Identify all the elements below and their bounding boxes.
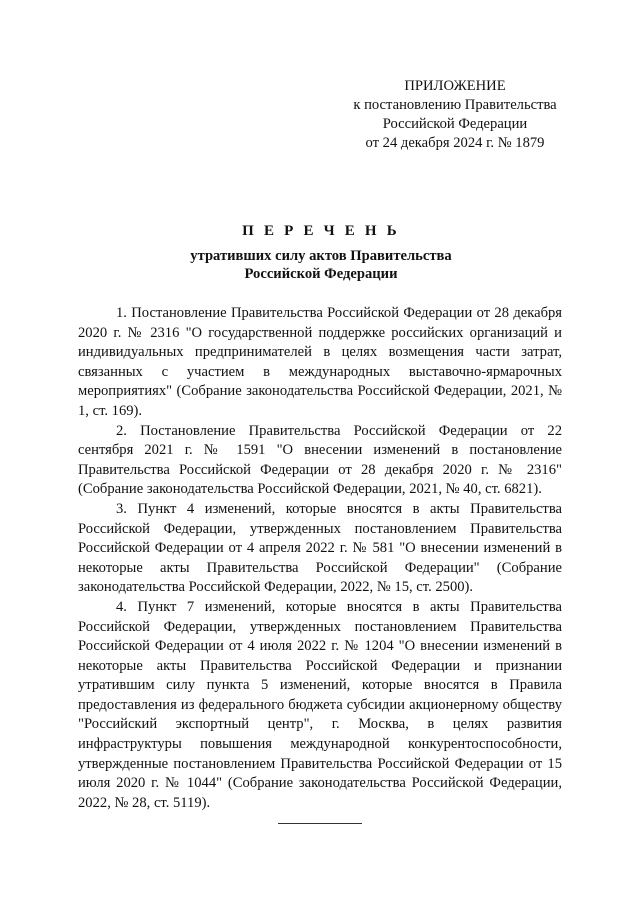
list-item-4: 4. Пункт 7 изменений, которые вносятся в акты Правительства Российской Федерации, утвержденных постановлением Правительства Российской Федерации от 4 июля 2022 г. № 1204 "О внесении изменений в некоторые акты Правительства Российской Федерации и признании утратившим силу пункта 5 изменений, которые вносятся в Правила предоставления из федерального бюджета субсидии акционерному обществу "Российский экспортный центр", г. Москва, в целях развития инфраструктуры повышения международной конкурентоспособности, утвержденные постановлением Правительства Российской Федерации от 15 июля 2020 г. № 1044" (Собрание законодательства Российской Федерации, 2022, № 28, ст. 5119). [78,598,562,811]
document-heading [80,222,562,283]
document-subtitle-line1: утративших силу актов Правительства [190,248,452,264]
appendix-title: ПРИЛОЖЕНИЕ [404,78,506,94]
document-title: П Е Р Е Ч Е Н Ь [242,223,400,239]
appendix-date-number: от 24 декабря 2024 г. № 1879 [365,135,545,151]
list-item-3: 3. Пункт 4 изменений, которые вносятся в акты Правительства Российской Федерации, утвержденных постановлением Правительства Российской Федерации от 4 апреля 2022 г. № 581 "О внесении изменений в некоторые акты Правительства Российской Федерации" (Собрание законодательства Российской Федерации, 2022, № 15, ст. 2500). [78,500,562,596]
appendix-block [330,77,580,153]
list-item-1: 1. Постановление Правительства Российской Федерации от 28 декабря 2020 г. № 2316 "О государственной поддержке российских организаций и индивидуальных предпринимателей в целях возмещения части затрат, связанных с участием в международных выставочно-ярмарочных мероприятиях" (Собрание законодательства Российской Федерации, 2021, № 1, ст. 169). [78,305,562,419]
appendix-government: Российской Федерации [382,116,528,132]
end-divider [278,823,362,824]
list-item-2: 2. Постановление Правительства Российской Федерации от 22 сентября 2021 г. № 1591 "О внесении изменений в постановление Правительства Российской Федерации от 28 декабря 2020 г. № 2316" (Собрание законодательства Российской Федерации, 2021, № 40, ст. 6821). [78,422,562,498]
document-subtitle-line2: Российской Федерации [244,266,398,282]
document-body [78,304,562,813]
appendix-resolution-ref: к постановлению Правительства [353,97,557,113]
